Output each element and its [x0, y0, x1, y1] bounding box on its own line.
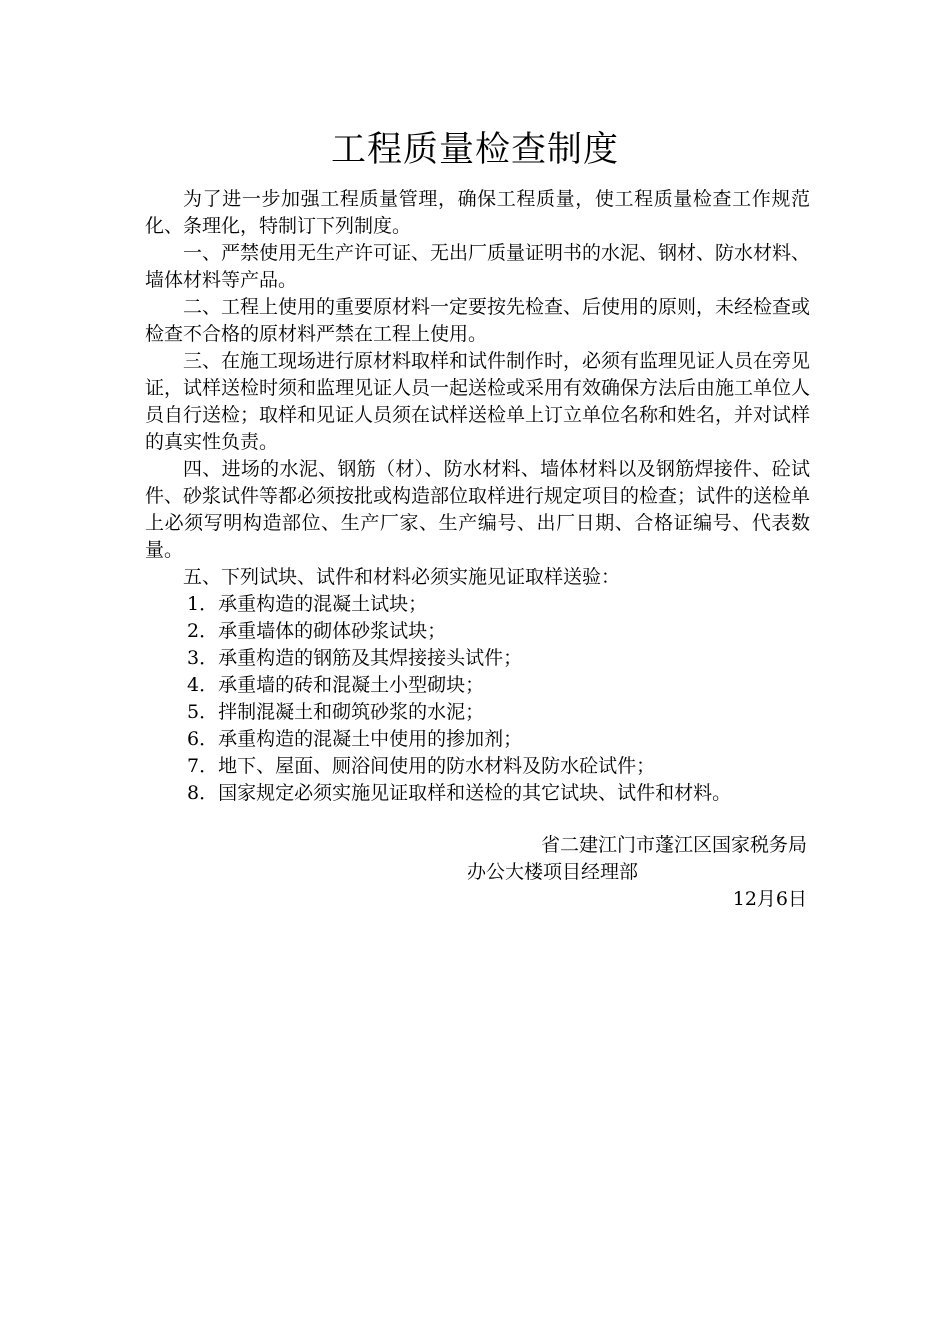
- list-item: 3．承重构造的钢筋及其焊接接头试件；: [187, 647, 523, 669]
- signature-department: 办公大楼项目经理部: [467, 861, 639, 883]
- list-item: 8．国家规定必须实施见证取样和送检的其它试块、试件和材料。: [187, 782, 732, 804]
- list-item: 4．承重墙的砖和混凝土小型砌块；: [187, 674, 485, 696]
- rule-2-paragraph: 二、工程上使用的重要原材料一定要按先检查、后使用的原则，未经检查或检查不合格的原材料严禁在工程上使用。: [145, 296, 811, 345]
- signature-block: [145, 832, 807, 913]
- rule-5-paragraph: 五、下列试块、试件和材料必须实施见证取样送验：: [183, 566, 621, 588]
- list-item: 6．承重构造的混凝土中使用的掺加剂；: [187, 728, 523, 750]
- rule-4-paragraph: 四、进场的水泥、钢筋（材）、防水材料、墙体材料以及钢筋焊接件、砼试件、砂浆试件等都必须按批或构造部位取样进行规定项目的检查；试件的送检单上必须写明构造部位、生产厂家、生产编号、出厂日期、合格证编号、代表数量。: [145, 458, 811, 561]
- list-item: 7．地下、屋面、厕浴间使用的防水材料及防水砼试件；: [187, 755, 656, 777]
- signature-date: 12月6日: [732, 888, 807, 910]
- list-item: 5．拌制混凝土和砌筑砂浆的水泥；: [187, 701, 485, 723]
- signature-organization: 省二建江门市蓬江区国家税务局: [540, 834, 807, 856]
- sample-list: [145, 591, 810, 807]
- list-item: 2．承重墙体的砌体砂浆试块；: [187, 620, 447, 642]
- rule-3-paragraph: 三、在施工现场进行原材料取样和试件制作时，必须有监理见证人员在旁见证，试样送检时须和监理见证人员一起送检或采用有效确保方法后由施工单位人员自行送检；取样和见证人员须在试样送检单上订立单位名称和姓名，并对试样的真实性负责。: [145, 350, 811, 453]
- rule-1-paragraph: 一、严禁使用无生产许可证、无出厂质量证明书的水泥、钢材、防水材料、墙体材料等产品。: [145, 242, 811, 291]
- intro-paragraph: 为了进一步加强工程质量管理，确保工程质量，使工程质量检查工作规范化、条理化，特制订下列制度。: [145, 188, 810, 237]
- document-body: [145, 186, 810, 807]
- document-title: 工程质量检查制度: [330, 130, 619, 170]
- list-item: 1．承重构造的混凝土试块；: [187, 593, 428, 615]
